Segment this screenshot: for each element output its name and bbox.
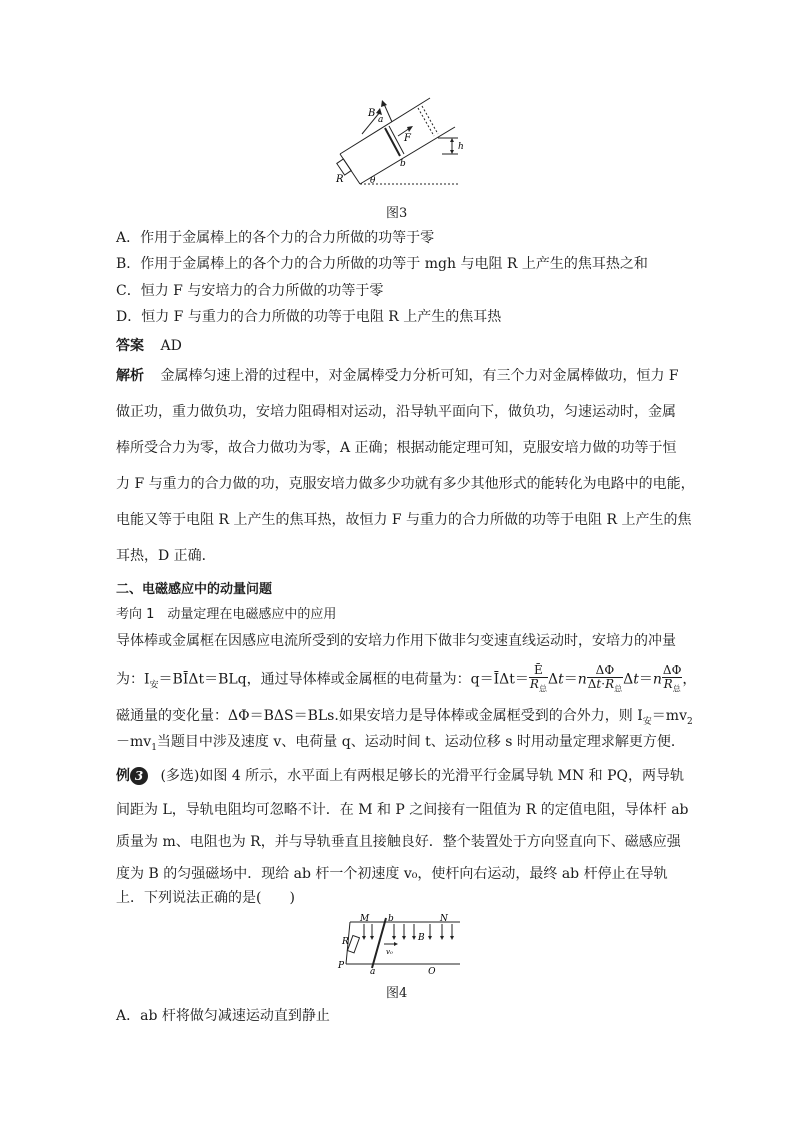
fig3-label-theta: θ bbox=[370, 176, 376, 186]
example-3-line-3: 质量为 m、电阻也为 R，并与导轨垂直且接触良好．整个装置处于方向竖直向下、磁感应强 bbox=[116, 834, 681, 850]
fig4-label-M: M bbox=[360, 914, 370, 924]
analysis-line-4: 力 F 与重力的合力做的功，克服安培力做多少功就有多少其他形式的能转化为电路中的电能， bbox=[116, 476, 695, 492]
fig4-label-N: N bbox=[440, 914, 448, 924]
answer-line bbox=[116, 336, 182, 356]
fig4-label-R: R bbox=[342, 937, 349, 947]
section-2-p3: 磁通量的变化量：ΔΦ＝BΔS＝BLs.如果安培力是导体棒或金属框受到的合外力，则 $I_安=mv_2$ bbox=[116, 708, 693, 727]
analysis-line-3: 棒所受合力为零，故合力做功为零，A 正确；根据动能定理可知，克服安培力做的功等于恒 bbox=[116, 440, 677, 456]
analysis-line-5: 电能又等于电阻 R 上产生的焦耳热，故恒力 F 与重力的合力所做的功等于电阻 R 上产生的焦 bbox=[116, 512, 692, 528]
example-3-line-2: 间距为 L，导轨电阻均可忽略不计．在 M 和 P 之间接有一阻值为 R 的定值电阻，导体杆 ab bbox=[116, 802, 689, 818]
example-3-line-5: 上．下列说法正确的是( ) bbox=[116, 890, 295, 906]
p4-text: －mv bbox=[116, 734, 152, 750]
example-3-line-1 bbox=[116, 766, 684, 786]
figure-4-diagram bbox=[336, 914, 466, 974]
section-2-p1: 导体棒或金属框在因感应电流所受到的安培力作用下做非匀变速直线运动时，安培力的冲量 bbox=[116, 633, 676, 649]
fig3-label-B: B bbox=[368, 108, 376, 119]
p4-text-b: 当题目中涉及速度 v、电荷量 q、运动时间 t、运动位移 s 时用动量定理求解更方便． bbox=[156, 734, 685, 750]
fig4-label-P: P bbox=[338, 961, 345, 971]
p2-sub: 安 bbox=[149, 680, 159, 691]
analysis-label: 解析 bbox=[116, 368, 144, 384]
p3-text-b: ＝mv bbox=[651, 708, 687, 724]
section-2-p2: 为：$I_安=BĪ\Delta t=BLq$，通过导体棒或金属框的电荷量为：q＝ĪΔt＝ $\frac{Ē}{R_总}$ Δt＝n $\frac{\Delta\Phi}{\Delta t\cdot R_总}$ Δt＝n $\frac{\Delta\Phi}{R_总}$ ， bbox=[116, 663, 697, 694]
fig3-label-R: R bbox=[336, 174, 344, 185]
section-2-subtitle: 考向 1 动量定理在电磁感应中的应用 bbox=[116, 607, 337, 622]
p2-text-b: ＝BĪΔt＝BLq，通过导体棒或金属框的电荷量为：q＝ĪΔt＝ bbox=[158, 671, 529, 688]
fig4-label-B: B bbox=[418, 933, 425, 943]
p3-text: 磁通量的变化量：ΔΦ＝BΔS＝BLs.如果安培力是导体棒或金属框受到的合外力，则 I bbox=[116, 708, 643, 724]
p2-text-a: 为：I bbox=[116, 671, 150, 688]
fraction-e-over-r: $\frac{Ē}{R_总}$ bbox=[529, 663, 547, 694]
figure-3-caption: 图3 bbox=[386, 206, 408, 221]
fig3-label-F: F bbox=[404, 133, 411, 144]
figure-3-diagram bbox=[330, 94, 470, 190]
option-b: B．作用于金属棒上的各个力的合力所做的功等于 mgh 与电阻 R 上产生的焦耳热之和 bbox=[116, 256, 648, 272]
fraction-dphi-over-r: $\frac{\Delta\Phi}{R_总}$ bbox=[662, 663, 682, 694]
fig3-label-h: h bbox=[458, 142, 464, 152]
fig4-label-a: a bbox=[370, 967, 376, 974]
example-3-text-1: (多选)如图 4 所示，水平面上有两根足够长的光滑平行金属导轨 MN 和 PQ，两导轨 bbox=[160, 768, 685, 784]
section-2-p4: $-mv_1$当题目中涉及速度 v、电荷量 q、运动时间 t、运动位移 s 时用动量定理求解更方便． bbox=[116, 734, 685, 753]
p2-tail: ， bbox=[682, 671, 697, 688]
example-number-badge: 3 bbox=[130, 767, 148, 785]
answer-value: AD bbox=[160, 338, 182, 354]
analysis-text-1: 金属棒匀速上滑的过程中，对金属棒受力分析可知，有三个力对金属棒做功，恒力 F bbox=[160, 368, 679, 384]
analysis-line-2: 做正功，重力做负功，安培力阻碍相对运动，沿导轨平面向下，做负功，匀速运动时，金属 bbox=[116, 404, 676, 420]
fig4-label-v0: v₀ bbox=[386, 948, 393, 956]
analysis-line-1 bbox=[116, 366, 679, 386]
answer-label: 答案 bbox=[116, 338, 144, 354]
fig3-label-a: a bbox=[378, 115, 384, 125]
option-a: A．作用于金属棒上的各个力的合力所做的功等于零 bbox=[116, 230, 435, 246]
fig4-label-Q: Q bbox=[428, 967, 436, 974]
p3-sub: 安 bbox=[642, 716, 652, 727]
fig4-label-b: b bbox=[388, 914, 394, 924]
option-d: D．恒力 F 与重力的合力所做的功等于电阻 R 上产生的焦耳热 bbox=[116, 309, 502, 325]
section-2-title: 二、电磁感应中的动量问题 bbox=[116, 582, 273, 597]
fraction-dphi-over-dt-r: $\frac{\Delta\Phi}{\Delta t\cdot R_总}$ bbox=[587, 663, 623, 694]
figure-4-caption: 图4 bbox=[386, 986, 408, 1001]
example-label: 例 bbox=[116, 768, 130, 784]
option-2-a: A．ab 杆将做匀减速运动直到静止 bbox=[116, 1008, 330, 1024]
analysis-line-6: 耳热，D 正确． bbox=[116, 548, 216, 564]
fig3-label-b: b bbox=[400, 159, 406, 169]
option-c: C．恒力 F 与安培力的合力所做的功等于零 bbox=[116, 283, 384, 299]
example-3-line-4: 度为 B 的匀强磁场中．现给 ab 杆一个初速度 v₀，使杆向右运动，最终 ab 杆停止在导轨 bbox=[116, 866, 668, 882]
